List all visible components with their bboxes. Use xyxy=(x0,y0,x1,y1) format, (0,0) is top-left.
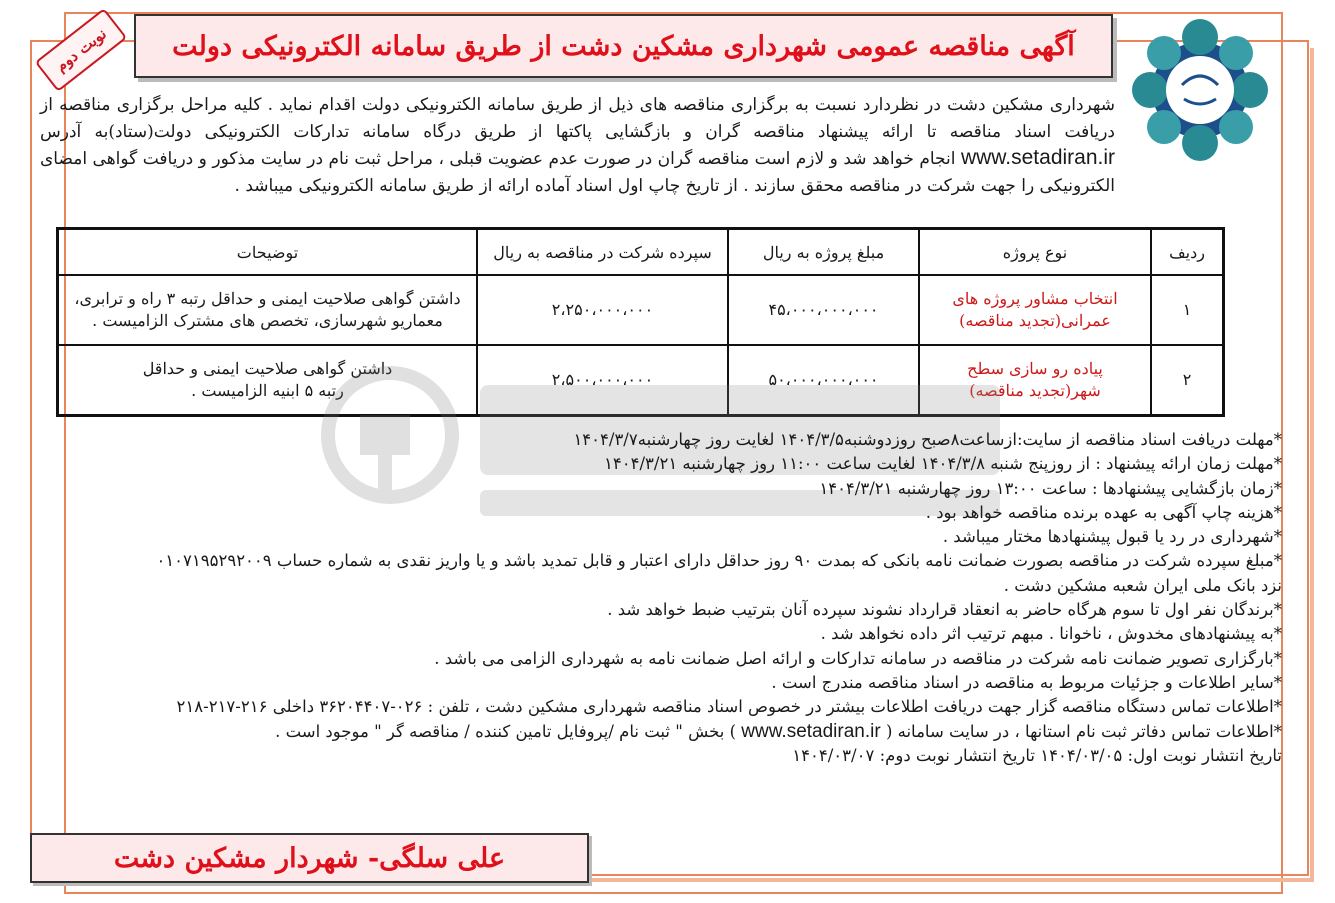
table-row xyxy=(58,345,1224,416)
setadiran-link[interactable]: www.setadiran.ir xyxy=(741,720,881,742)
page-title: آگهی مناقصه عمومی شهرداری مشکین دشت از طریق سامانه الکترونیکی دولت xyxy=(172,30,1075,62)
note-item: *مهلت زمان ارائه پیشنهاد : از روزپنج شنبه ۱۴۰۴/۳/۸ لغایت ساعت ۱۱:۰۰ روز چهارشنبه ۱۴۰۴/۳/۲۱ xyxy=(604,454,1282,474)
note-contact-after: ) بخش " ثبت نام /پروفایل تامین کننده / مناقصه گر " موجود است . xyxy=(275,721,737,741)
header-deposit: سپرده شرکت در مناقصه به ریال xyxy=(477,229,728,276)
description-cell xyxy=(58,275,478,345)
row-number: ۱ xyxy=(1151,275,1224,345)
tender-table xyxy=(56,227,1225,417)
signature-box xyxy=(30,833,589,883)
project-type-line: عمرانی(تجدید مناقصه) xyxy=(959,311,1111,330)
description-line: داشتن گواهی صلاحیت ایمنی و حداقل رتبه ۳ راه و ترابری، xyxy=(74,289,461,308)
header-description: توضیحات xyxy=(58,229,478,276)
note-item: *زمان بازگشایی پیشنهادها : ساعت ۱۳:۰۰ روز چهارشنبه ۱۴۰۴/۳/۲۱ xyxy=(819,478,1282,498)
note-item: *شهرداری در رد یا قبول پیشنهادها مختار میباشد . xyxy=(942,527,1282,547)
note-contact-item xyxy=(40,720,1282,744)
note-item: نزد بانک ملی ایران شعبه مشکین دشت . xyxy=(1003,575,1282,595)
note-item: *مهلت دریافت اسناد مناقصه از سایت:ازساعت۸صبح روزدوشنبه۱۴۰۴/۳/۵ لغایت روز چهارشنبه۱۴۰۴/۳/۷ xyxy=(573,430,1282,449)
deposit-amount: ۲،۵۰۰،۰۰۰،۰۰۰ xyxy=(477,345,728,416)
note-item: *برندگان نفر اول تا سوم هرگاه حاضر به انعقاد قرارداد نشوند سپرده آنان بترتیب ضبط خواهد شد . xyxy=(607,600,1282,620)
header-project-type: نوع پروژه xyxy=(919,229,1151,276)
badge-label: نوبت دوم xyxy=(52,24,110,76)
note-contact-before: *اطلاعات تماس دفاتر ثبت نام استانها ، در سایت سامانه ( xyxy=(885,721,1282,741)
signature-text: علی سلگی- شهردار مشکین دشت xyxy=(113,842,506,874)
row-number: ۲ xyxy=(1151,345,1224,416)
intro-text-before: شهرداری مشکین دشت در نظردارد نسبت به برگزاری مناقصه های ذیل از طریق سامانه الکترونیکی دولت اقدام نماید . کلیه مراحل برگزاری مناقصه از دریافت اسناد مناقصه تا ارائه پیشنهاد مناقصه گران و بازگشایی پاکتها از طریق درگاه سامانه تدارکات الکترونیکی دولت(ستاد)به آدرس xyxy=(40,95,1115,142)
project-amount: ۵۰،۰۰۰،۰۰۰،۰۰۰ xyxy=(728,345,919,416)
intro-paragraph xyxy=(40,92,1115,199)
note-item: *به پیشنهادهای مخدوش ، ناخوانا . مبهم ترتیب اثر داده نخواهد شد . xyxy=(820,624,1282,644)
note-item: *سایر اطلاعات و جزئیات مربوط به مناقصه در اسناد مناقصه مندرج است . xyxy=(771,672,1282,692)
note-item: *بارگزاری تصویر ضمانت نامه شرکت در مناقصه در سامانه تدارکات و ارائه اصل ضمانت نامه به شهرداری الزامی می باشد . xyxy=(434,648,1282,668)
description-line: معماریو شهرسازی، تخصص های مشترک الزامیست . xyxy=(92,311,443,330)
header-project-amount: مبلغ پروژه به ریال xyxy=(728,229,919,276)
project-type-line: انتخاب مشاور پروژه های xyxy=(952,289,1118,308)
deposit-amount: ۲،۲۵۰،۰۰۰،۰۰۰ xyxy=(477,275,728,345)
note-item: *اطلاعات تماس دستگاه مناقصه گزار جهت دریافت اطلاعات بیشتر در خصوص اسناد مناقصه شهرداری مشکین دشت ، تلفن : ۰۲۶-۳۶۲۰۴۴۰۷ داخلی ۲۱۶-۲۱۷-۲۱۸ xyxy=(176,697,1282,717)
project-type-line: شهر(تجدید مناقصه) xyxy=(969,381,1101,400)
note-item: *مبلغ سپرده شرکت در مناقصه بصورت ضمانت نامه بانکی که بمدت ۹۰ روز حداقل دارای اعتبار و قابل تمدید باشد و یا واریز نقدی به شماره حساب ۰۱۰۷۱۹۵۲۹۲۰۰۹ xyxy=(156,551,1282,571)
project-type-cell xyxy=(919,345,1151,416)
description-line: داشتن گواهی صلاحیت ایمنی و حداقل xyxy=(142,359,393,378)
logo-flower-icon xyxy=(1132,19,1268,161)
municipality-logo xyxy=(1130,15,1270,165)
title-box xyxy=(134,14,1113,78)
header-row-no: ردیف xyxy=(1151,229,1224,276)
notes-list xyxy=(40,428,1282,768)
table-header-row xyxy=(58,229,1224,276)
setadiran-link[interactable]: www.setadiran.ir xyxy=(960,146,1116,169)
project-amount: ۴۵،۰۰۰،۰۰۰،۰۰۰ xyxy=(728,275,919,345)
project-type-line: پیاده رو سازی سطح xyxy=(967,359,1103,378)
project-type-cell xyxy=(919,275,1151,345)
table-row xyxy=(58,275,1224,345)
publish-dates: تاریخ انتشار نوبت اول: ۱۴۰۴/۰۳/۰۵ تاریخ انتشار نوبت دوم: ۱۴۰۴/۰۳/۰۷ xyxy=(792,745,1282,765)
intro-text-after: انجام خواهد شد و لازم است مناقصه گران در صورت عدم عضویت قبلی ، مراحل ثبت نام در سایت مذکور و دریافت گواهی امضای الکترونیکی را جهت شرکت در مناقصه محقق سازند . از تاریخ چاپ اول اسناد آماده ارائه از طریق سامانه الکترونیکی میباشد . xyxy=(40,149,1115,196)
description-line: رتبه ۵ ابنیه الزامیست . xyxy=(191,381,344,400)
note-item: *هزینه چاپ آگهی به عهده برنده مناقصه خواهد بود . xyxy=(925,502,1282,522)
description-cell xyxy=(58,345,478,416)
